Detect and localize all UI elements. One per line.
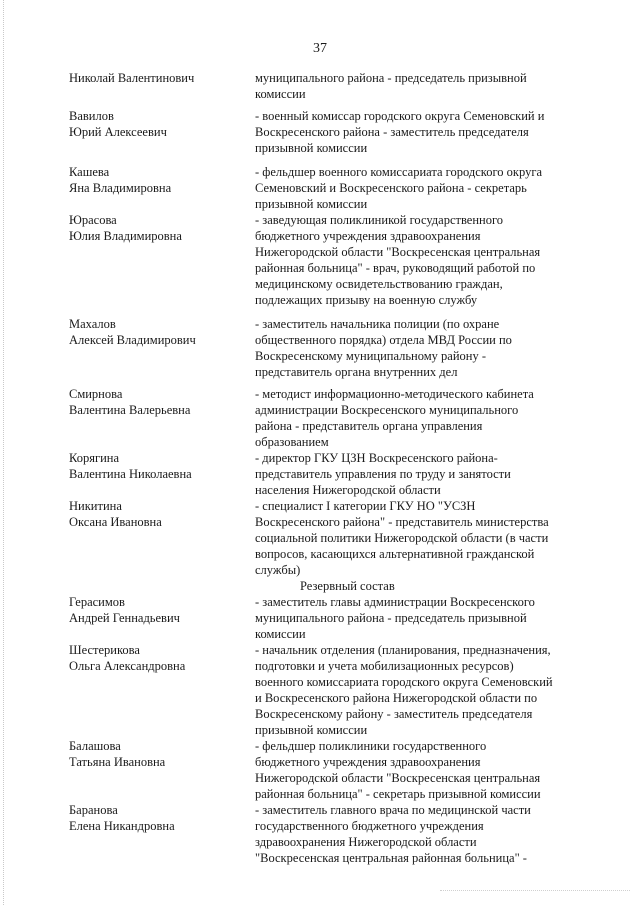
member-name-line: Николай Валентинович bbox=[69, 71, 195, 85]
member-name-line: Елена Никандровна bbox=[69, 819, 175, 833]
member-position bbox=[255, 108, 585, 156]
position-line: - фельдшер военного комиссариата городского округа bbox=[255, 165, 542, 179]
member-position bbox=[255, 450, 585, 498]
position-line: образованием bbox=[255, 435, 329, 449]
position-line: призывной комиссии bbox=[255, 723, 368, 737]
position-line: службы) bbox=[255, 563, 301, 577]
position-line: районная больница" - врач, руководящий работой по bbox=[255, 261, 536, 275]
member-name-line: Юрасова bbox=[69, 213, 117, 227]
position-line: администрации Воскресенского муниципального bbox=[255, 403, 519, 417]
member-entry bbox=[0, 738, 640, 802]
member-name-line: Алексей Владимирович bbox=[69, 333, 196, 347]
member-name bbox=[69, 316, 239, 348]
member-position bbox=[255, 642, 585, 738]
member-name-line: Оксана Ивановна bbox=[69, 515, 162, 529]
position-line: Нижегородской области "Воскресенская центральная bbox=[255, 771, 541, 785]
position-line: - начальник отделения (планирования, предназначения, bbox=[255, 643, 551, 657]
member-entry bbox=[0, 164, 640, 212]
member-name bbox=[69, 386, 239, 418]
member-position bbox=[255, 316, 585, 380]
position-line: Воскресенскому району - заместитель председателя bbox=[255, 707, 533, 721]
member-name bbox=[69, 594, 239, 626]
member-entry bbox=[0, 642, 640, 738]
member-name-line: Баранова bbox=[69, 803, 118, 817]
position-line: Семеновский и Воскресенского района - секретарь bbox=[255, 181, 527, 195]
position-line: Нижегородской области "Воскресенская центральная bbox=[255, 245, 541, 259]
member-name bbox=[69, 642, 239, 674]
position-line: - методист информационно-методического кабинета bbox=[255, 387, 534, 401]
position-line: населения Нижегородской области bbox=[255, 483, 441, 497]
member-name-line: Валентина Валерьевна bbox=[69, 403, 191, 417]
position-line: - заведующая поликлиникой государственного bbox=[255, 213, 504, 227]
member-entry bbox=[0, 108, 640, 156]
member-position bbox=[255, 802, 585, 866]
member-name bbox=[69, 450, 239, 482]
member-position bbox=[255, 498, 585, 578]
member-name bbox=[69, 108, 239, 140]
member-name-line: Никитина bbox=[69, 499, 122, 513]
position-line: медицинскому освидетельствованию граждан, bbox=[255, 277, 503, 291]
position-line: военного комиссариата городского округа Семеновский bbox=[255, 675, 553, 689]
position-line: - заместитель главы администрации Воскресенского bbox=[255, 595, 535, 609]
position-line: - специалист I категории ГКУ НО "УСЗН bbox=[255, 499, 476, 513]
member-name-line: Герасимов bbox=[69, 595, 125, 609]
member-name-line: Корягина bbox=[69, 451, 120, 465]
position-line: и Воскресенского района Нижегородской области по bbox=[255, 691, 538, 705]
member-name-line: Юлия Владимировна bbox=[69, 229, 182, 243]
member-name-line: Смирнова bbox=[69, 387, 123, 401]
member-name-line: Валентина Николаевна bbox=[69, 467, 192, 481]
position-line: подлежащих призыву на военную службу bbox=[255, 293, 478, 307]
position-line: представитель управления по труду и занятости bbox=[255, 467, 511, 481]
member-position bbox=[255, 212, 585, 308]
member-entry bbox=[0, 450, 640, 498]
member-position bbox=[255, 386, 585, 450]
member-entry bbox=[0, 70, 640, 102]
member-position bbox=[255, 738, 585, 802]
position-line: общественного порядка) отдела МВД России по bbox=[255, 333, 512, 347]
member-name bbox=[69, 70, 239, 86]
page-number: 37 bbox=[313, 41, 327, 56]
member-name bbox=[69, 164, 239, 196]
position-line: вопросов, касающихся альтернативной гражданской bbox=[255, 547, 535, 561]
member-name-line: Махалов bbox=[69, 317, 116, 331]
member-name bbox=[69, 738, 239, 770]
member-entry bbox=[0, 802, 640, 866]
position-line: Воскресенского района - заместитель председателя bbox=[255, 125, 529, 139]
member-entry bbox=[0, 212, 640, 308]
position-line: района - представитель органа управления bbox=[255, 419, 483, 433]
position-line: муниципального района - председатель призывной bbox=[255, 71, 527, 85]
position-line: комиссии bbox=[255, 627, 306, 641]
position-line: - фельдшер поликлиники государственного bbox=[255, 739, 487, 753]
member-name-line: Шестерикова bbox=[69, 643, 140, 657]
position-line: подготовки и учета мобилизационных ресурсов) bbox=[255, 659, 514, 673]
position-line: "Воскресенская центральная районная больница" - bbox=[255, 851, 527, 865]
position-line: социальной политики Нижегородской области (в части bbox=[255, 531, 549, 545]
position-line: здравоохранения Нижегородской области bbox=[255, 835, 477, 849]
member-name bbox=[69, 802, 239, 834]
position-line: комиссии bbox=[255, 87, 306, 101]
position-line: - директор ГКУ ЦЗН Воскресенского района- bbox=[255, 451, 498, 465]
member-name-line: Татьяна Ивановна bbox=[69, 755, 166, 769]
member-entry bbox=[0, 498, 640, 578]
member-name-line: Юрий Алексеевич bbox=[69, 125, 167, 139]
position-line: - военный комиссар городского округа Семеновский и bbox=[255, 109, 545, 123]
member-name-line: Балашова bbox=[69, 739, 121, 753]
member-position bbox=[255, 164, 585, 212]
member-position bbox=[255, 70, 585, 102]
position-line: районная больница" - секретарь призывной комиссии bbox=[255, 787, 541, 801]
member-name bbox=[69, 212, 239, 244]
position-line: - заместитель начальника полиции (по охране bbox=[255, 317, 500, 331]
member-name bbox=[69, 498, 239, 530]
member-entry bbox=[0, 386, 640, 450]
member-name-line: Ольга Александровна bbox=[69, 659, 186, 673]
member-name-line: Андрей Геннадьевич bbox=[69, 611, 180, 625]
member-position bbox=[255, 594, 585, 642]
scan-bottom-edge bbox=[440, 890, 630, 891]
position-line: - заместитель главного врача по медицинской части bbox=[255, 803, 531, 817]
member-name-line: Вавилов bbox=[69, 109, 114, 123]
member-name-line: Кашева bbox=[69, 165, 110, 179]
position-line: Воскресенского района" - представитель министерства bbox=[255, 515, 549, 529]
position-line: муниципального района - председатель призывной bbox=[255, 611, 527, 625]
member-entry bbox=[0, 316, 640, 380]
reserve-section-heading: Резервный состав bbox=[300, 579, 395, 593]
position-line: бюджетного учреждения здравоохранения bbox=[255, 229, 481, 243]
member-name-line: Яна Владимировна bbox=[69, 181, 172, 195]
position-line: призывной комиссии bbox=[255, 197, 368, 211]
commission-list bbox=[0, 70, 640, 866]
position-line: государственного бюджетного учреждения bbox=[255, 819, 484, 833]
member-entry bbox=[0, 594, 640, 642]
position-line: бюджетного учреждения здравоохранения bbox=[255, 755, 481, 769]
position-line: Воскресенскому муниципальному району - bbox=[255, 349, 487, 363]
position-line: призывной комиссии bbox=[255, 141, 368, 155]
position-line: представитель органа внутренних дел bbox=[255, 365, 458, 379]
